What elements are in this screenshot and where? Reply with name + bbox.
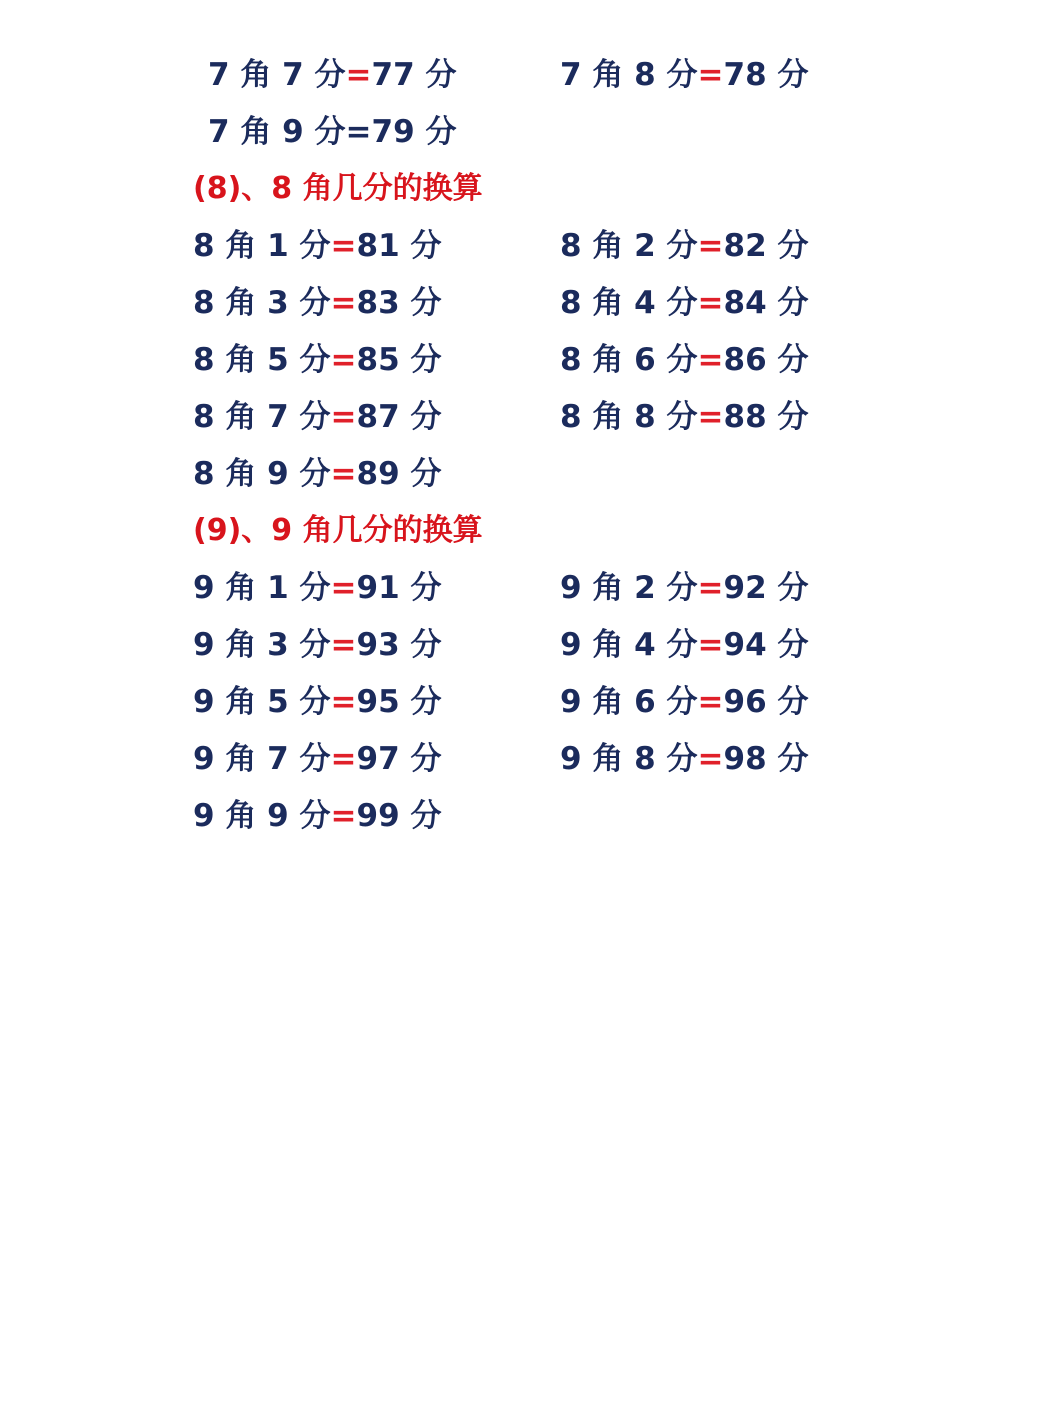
equals-sign: = xyxy=(330,684,357,720)
equals-sign: = xyxy=(330,570,357,606)
conversion-row-8-2 xyxy=(560,226,808,266)
conversion-rhs: 95 分 xyxy=(356,684,442,720)
equals-sign: = xyxy=(697,285,724,321)
conversion-lhs: 8 角 9 分 xyxy=(193,456,331,492)
conversion-row-8-8 xyxy=(560,397,808,437)
conversion-rhs: 79 分 xyxy=(371,114,457,150)
equals-sign: = xyxy=(330,627,357,663)
conversion-row-9-5 xyxy=(193,682,441,722)
equals-sign: = xyxy=(330,456,357,492)
conversion-row-9-9 xyxy=(193,796,441,836)
conversion-lhs: 9 角 2 分 xyxy=(560,570,698,606)
conversion-rhs: 85 分 xyxy=(356,342,442,378)
conversion-row-8-5 xyxy=(193,340,441,380)
conversion-row-7-7 xyxy=(208,55,456,95)
conversion-lhs: 9 角 4 分 xyxy=(560,627,698,663)
conversion-rhs: 98 分 xyxy=(723,741,809,777)
conversion-lhs: 9 角 5 分 xyxy=(193,684,331,720)
conversion-lhs: 8 角 3 分 xyxy=(193,285,331,321)
equals-sign: = xyxy=(330,228,357,264)
conversion-rhs: 96 分 xyxy=(723,684,809,720)
conversion-row-8-6 xyxy=(560,340,808,380)
conversion-rhs: 86 分 xyxy=(723,342,809,378)
conversion-lhs: 8 角 1 分 xyxy=(193,228,331,264)
conversion-lhs: 9 角 6 分 xyxy=(560,684,698,720)
conversion-lhs: 8 角 4 分 xyxy=(560,285,698,321)
conversion-lhs: 9 角 7 分 xyxy=(193,741,331,777)
equals-sign: = xyxy=(697,399,724,435)
conversion-rhs: 88 分 xyxy=(723,399,809,435)
conversion-lhs: 9 角 1 分 xyxy=(193,570,331,606)
conversion-rhs: 97 分 xyxy=(356,741,442,777)
equals-sign: = xyxy=(330,798,357,834)
conversion-rhs: 93 分 xyxy=(356,627,442,663)
conversion-row-9-3 xyxy=(193,625,441,665)
conversion-row-7-8 xyxy=(560,55,808,95)
conversion-lhs: 7 角 7 分 xyxy=(208,57,346,93)
conversion-lhs: 9 角 3 分 xyxy=(193,627,331,663)
equals-sign: = xyxy=(697,570,724,606)
conversion-lhs: 7 角 9 分 xyxy=(208,114,346,150)
conversion-row-8-9 xyxy=(193,454,441,494)
conversion-row-9-6 xyxy=(560,682,808,722)
conversion-rhs: 99 分 xyxy=(356,798,442,834)
section-heading-9: (9)、9 角几分的换算 xyxy=(193,513,483,548)
conversion-row-7-9 xyxy=(208,112,456,152)
equals-sign: = xyxy=(697,57,724,93)
conversion-row-9-2 xyxy=(560,568,808,608)
conversion-row-8-1 xyxy=(193,226,441,266)
conversion-lhs: 8 角 2 分 xyxy=(560,228,698,264)
conversion-rhs: 84 分 xyxy=(723,285,809,321)
conversion-row-9-1 xyxy=(193,568,441,608)
conversion-rhs: 77 分 xyxy=(371,57,457,93)
equals-sign: = xyxy=(330,741,357,777)
conversion-rhs: 78 分 xyxy=(723,57,809,93)
equals-sign: = xyxy=(697,228,724,264)
conversion-rhs: 92 分 xyxy=(723,570,809,606)
conversion-lhs: 9 角 8 分 xyxy=(560,741,698,777)
conversion-lhs: 7 角 8 分 xyxy=(560,57,698,93)
conversion-rhs: 82 分 xyxy=(723,228,809,264)
equals-sign: = xyxy=(330,399,357,435)
equals-sign: = xyxy=(345,114,372,150)
equals-sign: = xyxy=(697,627,724,663)
equals-sign: = xyxy=(330,342,357,378)
conversion-lhs: 8 角 6 分 xyxy=(560,342,698,378)
equals-sign: = xyxy=(330,285,357,321)
conversion-rhs: 91 分 xyxy=(356,570,442,606)
conversion-rhs: 87 分 xyxy=(356,399,442,435)
equals-sign: = xyxy=(697,741,724,777)
conversion-row-9-8 xyxy=(560,739,808,779)
conversion-lhs: 8 角 8 分 xyxy=(560,399,698,435)
conversion-row-8-3 xyxy=(193,283,441,323)
conversion-lhs: 9 角 9 分 xyxy=(193,798,331,834)
conversion-row-8-4 xyxy=(560,283,808,323)
conversion-rhs: 81 分 xyxy=(356,228,442,264)
conversion-lhs: 8 角 7 分 xyxy=(193,399,331,435)
conversion-rhs: 83 分 xyxy=(356,285,442,321)
conversion-lhs: 8 角 5 分 xyxy=(193,342,331,378)
conversion-row-8-7 xyxy=(193,397,441,437)
equals-sign: = xyxy=(345,57,372,93)
conversion-row-9-7 xyxy=(193,739,441,779)
equals-sign: = xyxy=(697,342,724,378)
conversion-rhs: 94 分 xyxy=(723,627,809,663)
conversion-rhs: 89 分 xyxy=(356,456,442,492)
section-heading-8: (8)、8 角几分的换算 xyxy=(193,171,483,206)
equals-sign: = xyxy=(697,684,724,720)
conversion-row-9-4 xyxy=(560,625,808,665)
